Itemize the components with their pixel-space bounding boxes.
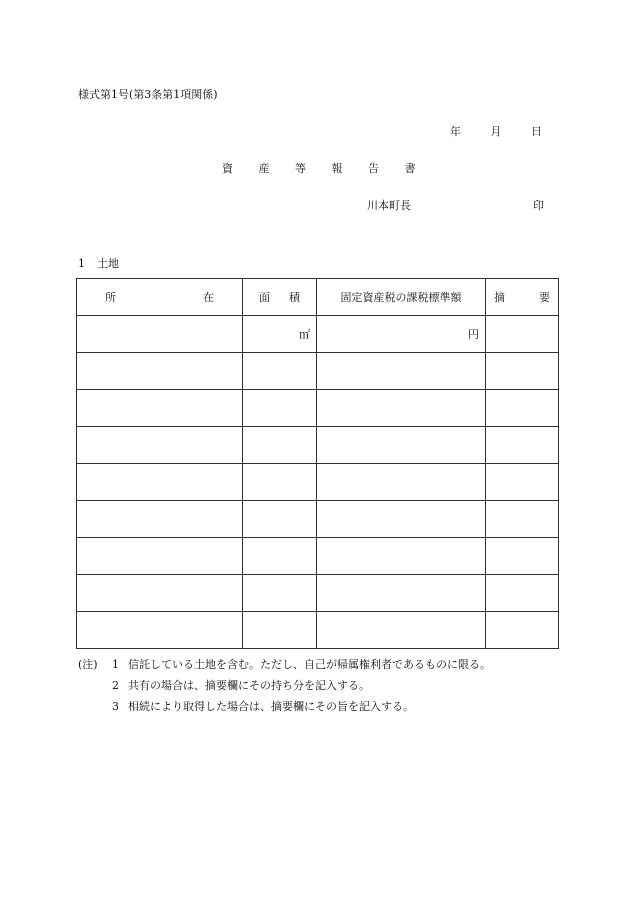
section-title: 土地 <box>97 257 119 270</box>
cell-tax-base[interactable] <box>317 538 486 575</box>
cell-remarks[interactable] <box>486 575 559 612</box>
cell-remarks[interactable] <box>486 612 559 649</box>
cell-tax-base[interactable] <box>317 316 486 353</box>
header-tax-base: 固定資産税の課税標準額 <box>317 279 486 316</box>
note-item <box>78 675 491 696</box>
cell-remarks[interactable] <box>486 538 559 575</box>
note-text: 信託している土地を含む。ただし、自己が帰属権利者であるものに限る。 <box>128 658 491 671</box>
date-month-label: 月 <box>490 125 502 138</box>
note-item <box>78 654 491 675</box>
document-title <box>222 160 438 176</box>
cell-tax-base[interactable] <box>317 390 486 427</box>
date-line <box>450 123 542 139</box>
table-row <box>77 538 559 575</box>
note-number: 1 <box>112 658 119 671</box>
table-row <box>77 464 559 501</box>
section-number: 1 <box>78 257 85 270</box>
date-year-label: 年 <box>450 125 461 138</box>
table-row <box>77 316 559 353</box>
cell-remarks[interactable] <box>486 390 559 427</box>
title-char: 資 <box>222 162 233 175</box>
cell-location[interactable] <box>77 427 243 464</box>
cell-location[interactable] <box>77 464 243 501</box>
note-number: 2 <box>112 679 119 692</box>
title-char: 産 <box>258 162 270 175</box>
title-char: 告 <box>368 162 379 175</box>
cell-area[interactable] <box>243 427 317 464</box>
cell-remarks[interactable] <box>486 464 559 501</box>
note-text: 共有の場合は、摘要欄にその持ち分を記入する。 <box>128 679 370 692</box>
cell-remarks[interactable] <box>486 353 559 390</box>
header-area: 面 積 <box>243 279 317 316</box>
cell-area[interactable] <box>243 464 317 501</box>
cell-area[interactable] <box>243 353 317 390</box>
note-text: 相続により取得した場合は、摘要欄にその旨を記入する。 <box>128 700 414 713</box>
cell-tax-base[interactable] <box>317 612 486 649</box>
form-number: 様式第1号(第3条第1項関係) <box>78 88 218 101</box>
seal-mark: 印 <box>533 199 544 212</box>
cell-location[interactable] <box>77 575 243 612</box>
cell-tax-base[interactable] <box>317 575 486 612</box>
title-char: 等 <box>295 162 306 175</box>
date-day-label: 日 <box>531 125 542 138</box>
note-number: 3 <box>112 700 119 713</box>
cell-area[interactable] <box>243 501 317 538</box>
section-heading <box>78 255 119 271</box>
cell-tax-base[interactable] <box>317 464 486 501</box>
cell-area[interactable] <box>243 612 317 649</box>
table-row <box>77 353 559 390</box>
land-table <box>76 278 559 649</box>
notes <box>78 654 491 717</box>
cell-area[interactable] <box>243 575 317 612</box>
cell-area[interactable] <box>243 390 317 427</box>
table-row <box>77 575 559 612</box>
cell-area[interactable] <box>243 316 317 353</box>
cell-tax-base[interactable] <box>317 353 486 390</box>
table-row <box>77 612 559 649</box>
cell-location[interactable] <box>77 316 243 353</box>
cell-tax-base[interactable] <box>317 427 486 464</box>
title-char: 報 <box>331 162 343 175</box>
table-row <box>77 501 559 538</box>
header-remarks: 摘 要 <box>486 279 559 316</box>
title-char: 書 <box>404 162 416 175</box>
table-row <box>77 427 559 464</box>
cell-location[interactable] <box>77 390 243 427</box>
notes-label: (注) <box>78 658 98 671</box>
area-unit: ㎡ <box>299 328 310 341</box>
cell-tax-base[interactable] <box>317 501 486 538</box>
header-location: 所 在 <box>77 279 243 316</box>
cell-remarks[interactable] <box>486 316 559 353</box>
table-header-row <box>77 279 559 316</box>
cell-location[interactable] <box>77 538 243 575</box>
cell-location[interactable] <box>77 353 243 390</box>
cell-remarks[interactable] <box>486 501 559 538</box>
cell-location[interactable] <box>77 612 243 649</box>
cell-remarks[interactable] <box>486 427 559 464</box>
table-row <box>77 390 559 427</box>
cell-area[interactable] <box>243 538 317 575</box>
note-item <box>78 696 491 717</box>
addressee: 川本町長 <box>367 199 411 212</box>
yen-unit: 円 <box>468 328 479 341</box>
cell-location[interactable] <box>77 501 243 538</box>
